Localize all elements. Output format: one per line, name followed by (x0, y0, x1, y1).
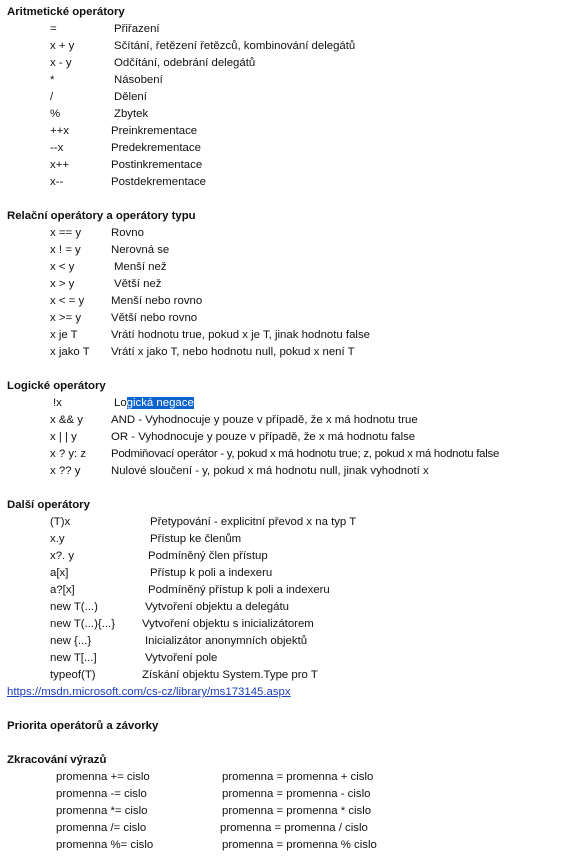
dalsi-desc: Vytvoření pole (145, 652, 218, 664)
rel-desc: Menší než (114, 261, 167, 273)
dalsi-desc: Podmíněný přístup k poli a indexeru (148, 584, 330, 596)
zkr-short: promenna *= cislo (56, 805, 148, 817)
zkr-full: promenna = promenna + cislo (222, 771, 374, 783)
heading-priorita: Priorita operátorů a závorky (7, 720, 159, 732)
arit-desc: Postdekrementace (111, 176, 206, 188)
arit-op: x + y (50, 40, 75, 52)
arit-op: * (50, 74, 55, 86)
arit-op: ++x (50, 125, 69, 137)
zkr-short: promenna %= cislo (56, 839, 154, 851)
rel-op: x == y (50, 227, 82, 239)
dalsi-op: new T(...){...} (50, 618, 115, 630)
arit-op: x-- (50, 176, 64, 188)
rel-desc: Rovno (111, 227, 144, 239)
arit-desc: Odčítání, odebrání delegátů (114, 57, 256, 69)
zkr-full: promenna = promenna / cislo (220, 822, 368, 834)
dalsi-op: x?. y (50, 550, 75, 562)
dalsi-desc: Podmíněný člen přístup (148, 550, 268, 562)
dalsi-desc: Vytvoření objektu a delegátu (145, 601, 289, 613)
rel-op: x < y (50, 261, 75, 273)
log-desc: Nulové sloučení - y, pokud x má hodnotu null, jinak vyhodnotí x (111, 465, 429, 477)
log-desc: OR - Vyhodnocuje y pouze v případě, že x má hodnotu false (111, 431, 416, 443)
arit-desc: Predekrementace (111, 142, 201, 154)
heading-relacni: Relační operátory a operátory typu (7, 210, 196, 222)
msdn-link[interactable]: https://msdn.microsoft.com/cs-cz/library/ms173145.aspx (7, 686, 291, 698)
log-op: x ? y: z (50, 448, 87, 460)
dalsi-desc: Přístup ke členům (150, 533, 242, 545)
log-desc-plain: Lo (114, 397, 127, 409)
arit-desc: Přiřazení (114, 23, 160, 35)
zkr-full: promenna = promenna - cislo (222, 788, 371, 800)
zkr-full: promenna = promenna * cislo (222, 805, 372, 817)
arit-op: = (50, 23, 57, 35)
dalsi-op: new T(...) (50, 601, 98, 613)
rel-desc: Větší nebo rovno (111, 312, 198, 324)
rel-desc: Vrátí hodnotu true, pokud x je T, jinak hodnotu false (111, 329, 370, 341)
rel-op: x ! = y (50, 244, 81, 256)
dalsi-desc: Přetypování - explicitní převod x na typ T (150, 516, 357, 528)
arit-op: x++ (50, 159, 69, 171)
log-op: x && y (50, 414, 83, 426)
rel-op: x jako T (50, 346, 90, 358)
arit-op: x - y (50, 57, 72, 69)
dalsi-desc: Získání objektu System.Type pro T (142, 669, 318, 681)
zkr-short: promenna -= cislo (56, 788, 147, 800)
log-op: x | | y (50, 431, 77, 443)
arit-desc: Dělení (114, 91, 147, 103)
dalsi-desc: Inicializátor anonymních objektů (145, 635, 308, 647)
heading-aritmeticke: Aritmetické operátory (7, 6, 125, 18)
arit-op: --x (50, 142, 64, 154)
text-selection[interactable]: gická negace (126, 397, 194, 409)
rel-desc: Nerovná se (111, 244, 170, 256)
log-desc[interactable] (114, 396, 194, 410)
dalsi-op: a[x] (50, 567, 69, 579)
dalsi-op: new {...} (50, 635, 92, 647)
arit-desc: Násobení (114, 74, 163, 86)
zkr-short: promenna /= cislo (56, 822, 147, 834)
rel-op: x > y (50, 278, 75, 290)
log-op: !x (53, 397, 62, 409)
rel-op: x < = y (50, 295, 85, 307)
dalsi-desc: Vytvoření objektu s inicializátorem (142, 618, 314, 630)
arit-desc: Sčítání, řetězení řetězců, kombinování delegátů (114, 40, 356, 52)
arit-op: / (50, 91, 54, 103)
heading-dalsi: Další operátory (7, 499, 90, 511)
dalsi-desc: Přístup k poli a indexeru (150, 567, 273, 579)
log-op: x ?? y (50, 465, 81, 477)
dalsi-op: typeof(T) (50, 669, 96, 681)
log-desc: Podmiňovací operátor - y, pokud x má hodnotu true; z, pokud x má hodnotu false (111, 448, 500, 460)
dalsi-op: a?[x] (50, 584, 75, 596)
heading-logicke: Logické operátory (7, 380, 106, 392)
rel-op: x je T (50, 329, 78, 341)
rel-desc: Menší nebo rovno (111, 295, 203, 307)
arit-op: % (50, 108, 61, 120)
arit-desc: Preinkrementace (111, 125, 198, 137)
arit-desc: Postinkrementace (111, 159, 203, 171)
dalsi-op: (T)x (50, 516, 71, 528)
rel-op: x >= y (50, 312, 82, 324)
dalsi-op: new T[...] (50, 652, 97, 664)
zkr-full: promenna = promenna % cislo (222, 839, 377, 851)
rel-desc: Vrátí x jako T, nebo hodnotu null, pokud x není T (111, 346, 355, 358)
arit-desc: Zbytek (114, 108, 149, 120)
dalsi-op: x.y (50, 533, 65, 545)
zkr-short: promenna += cislo (56, 771, 150, 783)
rel-desc: Větší než (114, 278, 162, 290)
log-desc: AND - Vyhodnocuje y pouze v případě, že x má hodnotu true (111, 414, 418, 426)
heading-zkracovani: Zkracování výrazů (7, 754, 107, 766)
